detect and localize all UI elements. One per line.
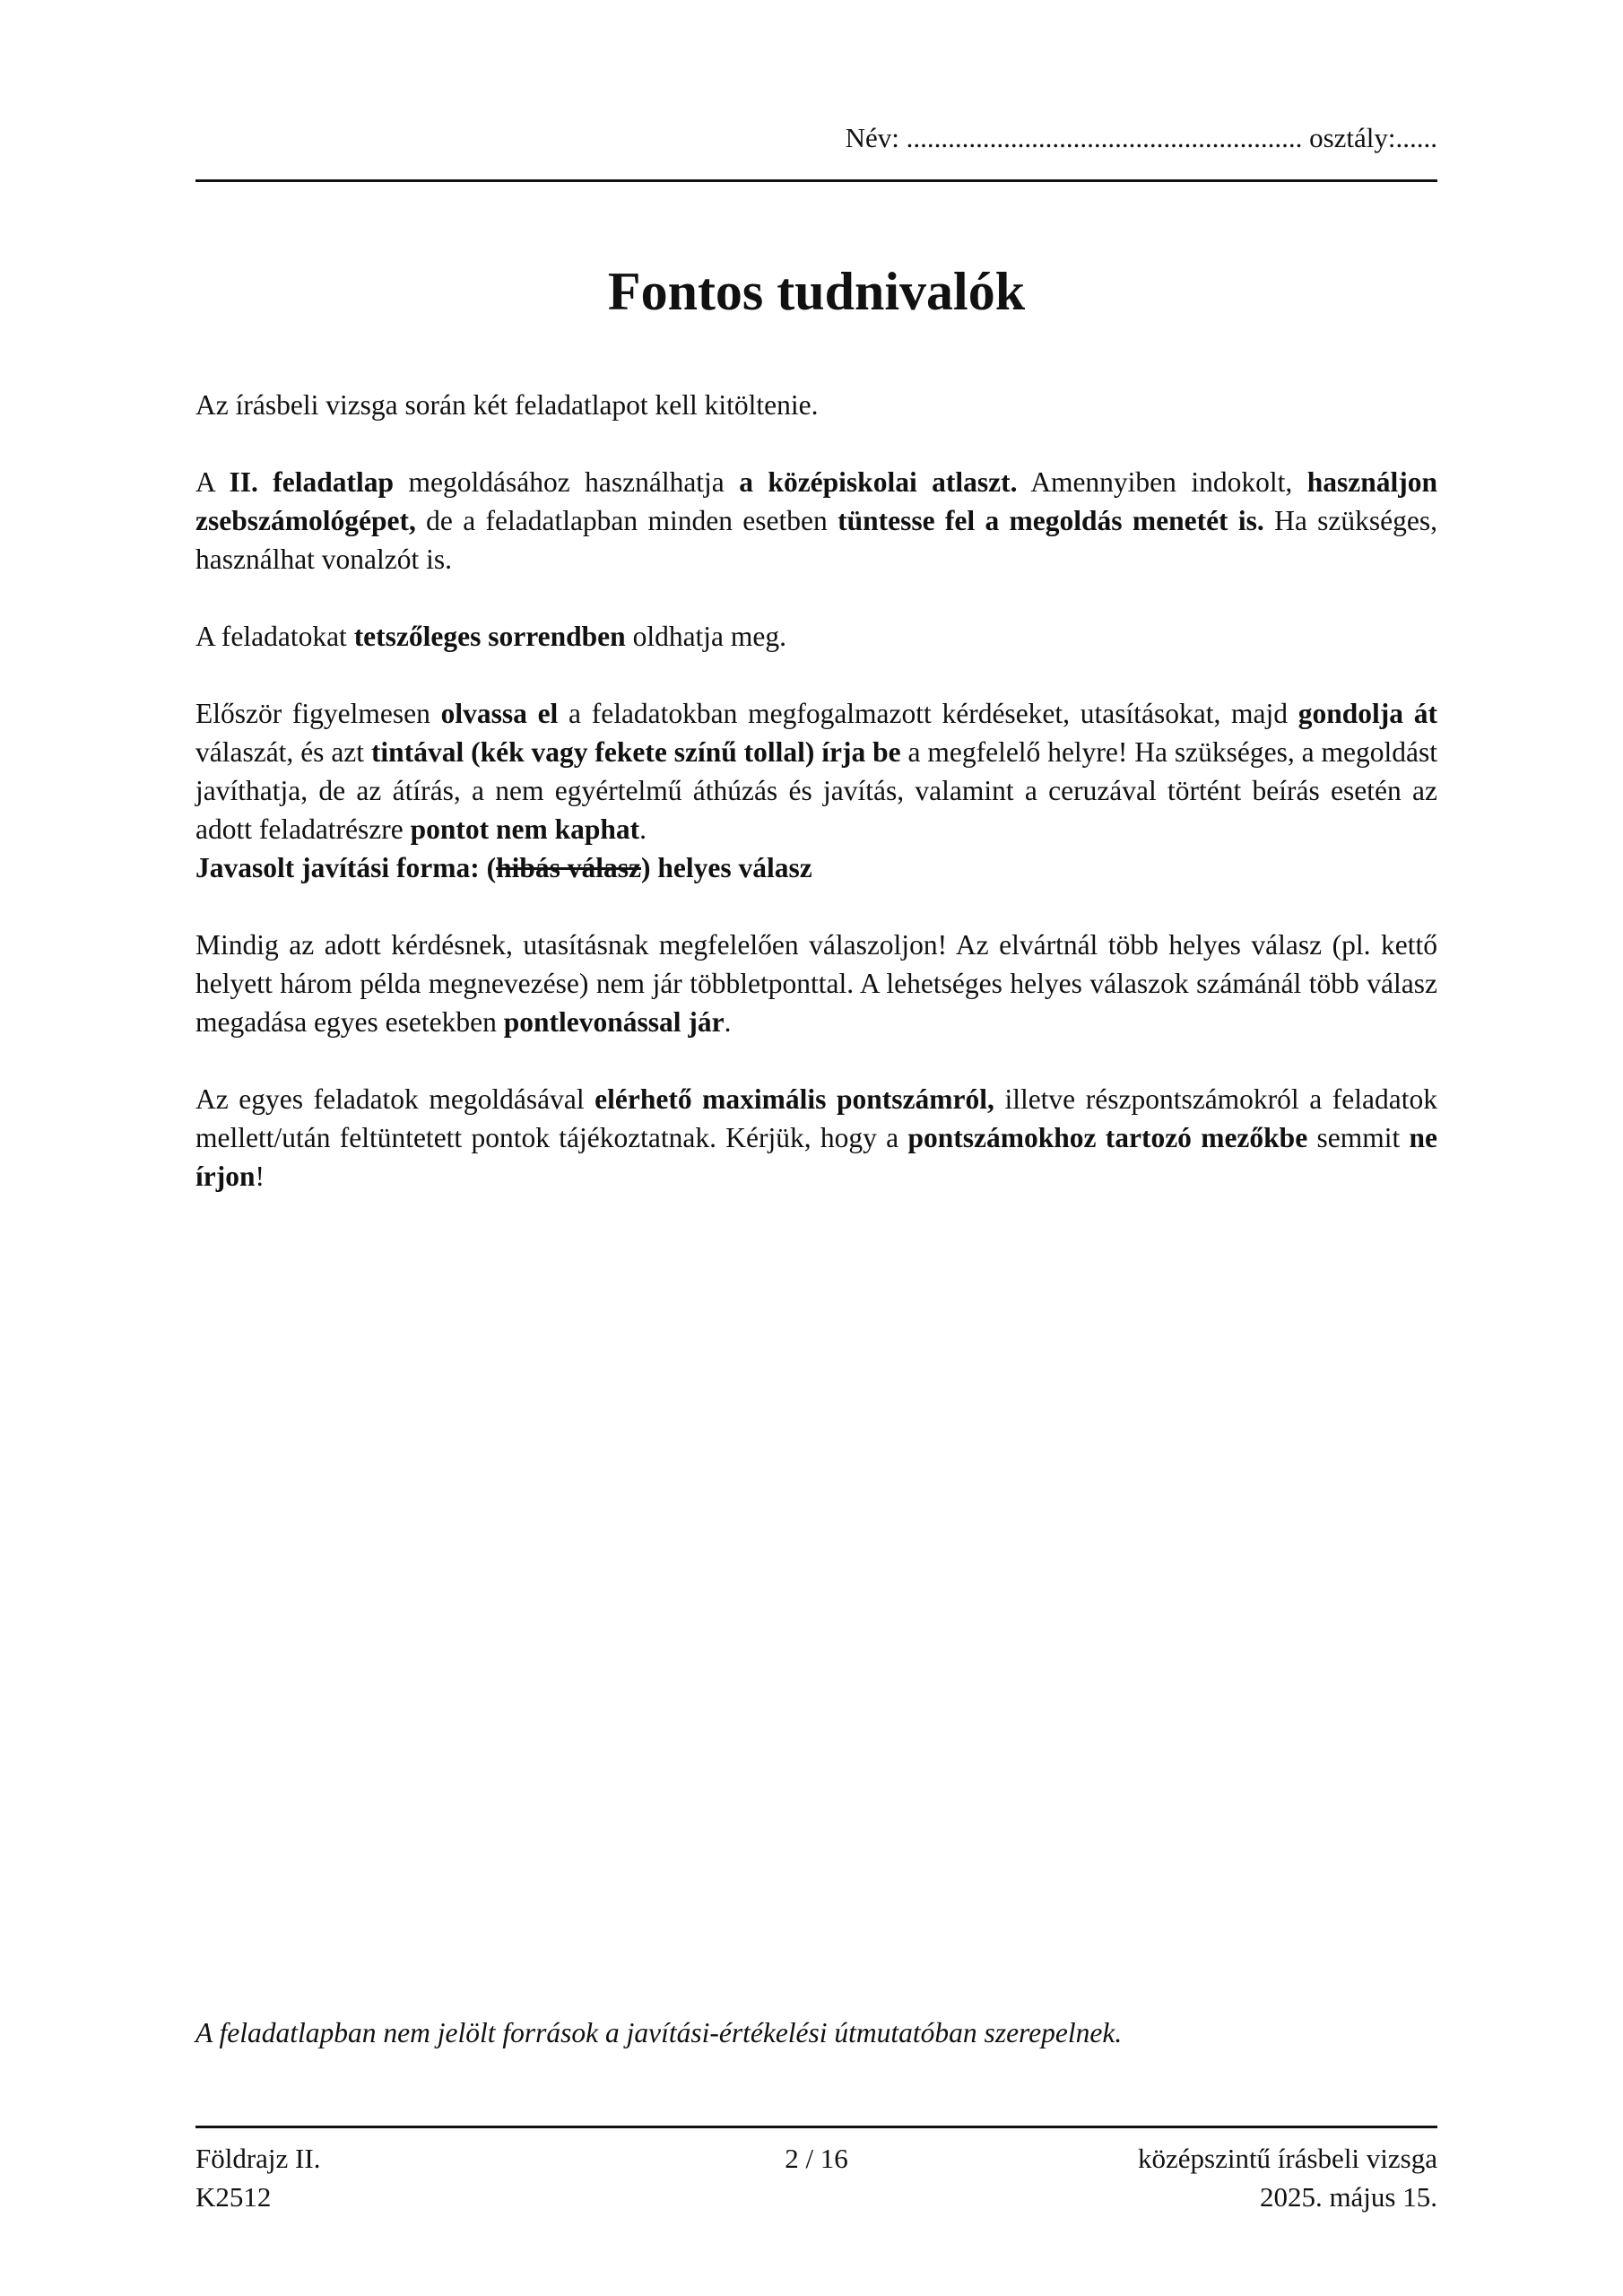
bold-run: pontszámokhoz tartozó mezőkbe bbox=[907, 1122, 1308, 1153]
bold-run: tintával (kék vagy fekete színű tollal) írja be bbox=[370, 736, 901, 768]
text-run: oldhatja meg. bbox=[625, 621, 787, 652]
text-run: semmit bbox=[1307, 1122, 1410, 1153]
footer-divider bbox=[195, 2126, 1437, 2128]
bold-run: tüntesse fel a megoldás menetét is. bbox=[838, 505, 1264, 536]
bold-run: gondolja át bbox=[1298, 698, 1437, 729]
paragraph-two-sheets bbox=[195, 386, 1437, 424]
bold-run: használjon zsebszámológépet, bbox=[195, 466, 1437, 536]
strikethrough-example: hibás válasz bbox=[496, 852, 641, 883]
paragraph-order bbox=[195, 617, 1437, 656]
footer-date: 2025. május 15. bbox=[1259, 2181, 1437, 2213]
header-divider bbox=[195, 179, 1437, 182]
text-run: Amennyiben indokolt, bbox=[1017, 466, 1307, 498]
paragraph-text: Az írásbeli vizsga során két feladatlapot kell kitöltenie. bbox=[195, 389, 819, 421]
paragraph-reading-and-writing bbox=[195, 694, 1437, 848]
bold-run: II. feladatlap bbox=[229, 466, 395, 498]
bold-run: ) helyes válasz bbox=[640, 852, 812, 883]
text-run: válaszát, és azt bbox=[195, 736, 371, 768]
text-run: Először figyelmesen bbox=[195, 698, 441, 729]
text-run: de a feladatlapban minden esetben bbox=[415, 505, 838, 536]
footer-row-2 bbox=[195, 2178, 1437, 2216]
instructions-body bbox=[195, 386, 1437, 1234]
footer-page-number: 2 / 16 bbox=[785, 2143, 848, 2174]
page-footer bbox=[195, 2139, 1437, 2216]
text-run: Ha szükséges, használhat vonalzót is. bbox=[195, 505, 1437, 575]
paragraph-correction-form bbox=[195, 848, 1437, 887]
text-run: Az egyes feladatok megoldásával bbox=[195, 1083, 595, 1115]
footer-exam-level: középszintű írásbeli vizsga bbox=[1137, 2143, 1437, 2174]
bold-run: tetszőleges sorrendben bbox=[353, 621, 626, 652]
text-run: Mindig az adott kérdésnek, utasításnak megfelelően válaszoljon! Az elvártnál több helyes válasz (pl. kettő helyett három példa megnevezése) nem jár többletponttal. A lehetséges helyes válaszok számánál több válasz megadása egyes esetekben bbox=[195, 929, 1437, 1038]
page-title: Fontos tudnivalók bbox=[607, 262, 1026, 321]
text-run: . bbox=[724, 1006, 732, 1038]
paragraph-answers bbox=[195, 926, 1437, 1041]
footer-code: K2512 bbox=[195, 2181, 272, 2213]
text-run: ! bbox=[255, 1161, 265, 1192]
bold-run: Javasolt javítási forma: ( bbox=[195, 852, 497, 883]
text-run: a feladatokban megfogalmazott kérdéseket, utasításokat, majd bbox=[558, 698, 1298, 729]
footer-subject: Földrajz II. bbox=[195, 2143, 321, 2174]
bold-run: elérhető maximális pontszámról, bbox=[595, 1083, 994, 1115]
name-class-field: Név: ......................................................... osztály:...... bbox=[845, 122, 1437, 153]
footer-row-1 bbox=[195, 2139, 1437, 2178]
text-run: illetve részpontszámokról a feladatok mellett/után feltüntetett pontok tájékoztatnak. Kérjük, hogy a bbox=[195, 1083, 1437, 1153]
bold-run: ne írjon bbox=[195, 1122, 1437, 1192]
paragraph-tools bbox=[195, 463, 1437, 578]
bold-run: pontlevonással jár bbox=[503, 1006, 725, 1038]
bold-run: pontot nem kaphat bbox=[410, 813, 640, 845]
text-run: a megfelelő helyre! Ha szükséges, a megoldást javíthatja, de az átírás, a nem egyértelmű áthúzás és javítás, valamint a ceruzával történt beírás esetén az adott feladatrészre bbox=[195, 736, 1437, 845]
bold-run: a középiskolai atlaszt. bbox=[739, 466, 1018, 498]
text-run: . bbox=[639, 813, 647, 845]
text-run: megoldásához használhatja bbox=[394, 466, 740, 498]
text-run: A bbox=[195, 466, 230, 498]
sources-note: A feladatlapban nem jelölt források a javítási-értékelési útmutatóban szerepelnek. bbox=[195, 2017, 1123, 2048]
text-run: A feladatokat bbox=[195, 621, 354, 652]
paragraph-points bbox=[195, 1080, 1437, 1196]
bold-run: olvassa el bbox=[440, 698, 559, 729]
